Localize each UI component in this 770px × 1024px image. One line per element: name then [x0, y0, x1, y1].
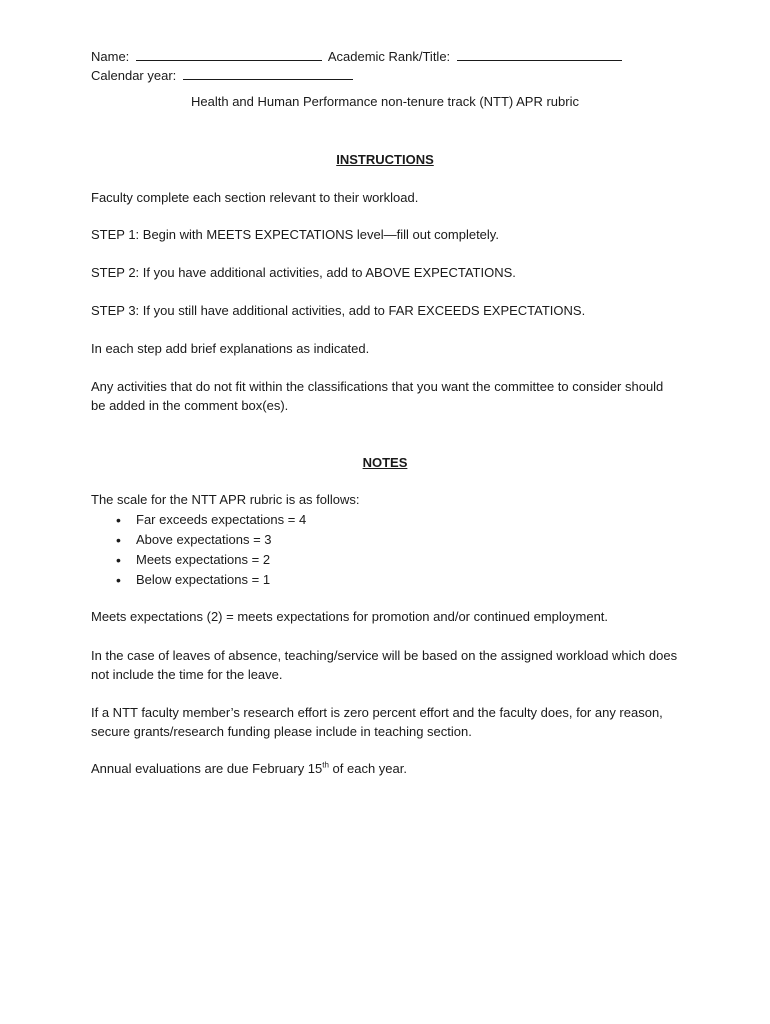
year-field[interactable] — [183, 66, 353, 80]
name-field[interactable] — [136, 47, 322, 61]
instructions-intro: Faculty complete each section relevant to their workload. — [91, 190, 419, 205]
due-date-note — [91, 760, 407, 778]
year-line — [91, 66, 356, 85]
instructions-heading: INSTRUCTIONS — [336, 152, 434, 167]
scale-item-3: • Above expectations = 3 — [91, 530, 306, 550]
step-2: STEP 2: If you have additional activities, add to ABOVE EXPECTATIONS. — [91, 265, 516, 280]
step-1: STEP 1: Begin with MEETS EXPECTATIONS level—fill out completely. — [91, 227, 499, 242]
year-label: Calendar year: — [91, 68, 177, 83]
due-date-tail: of each year. — [328, 761, 407, 776]
rank-field[interactable] — [457, 47, 622, 61]
research-note: If a NTT faculty member’s research effort is zero percent effort and the faculty does, for any reason, secure grants/research funding please include in teaching section. — [91, 705, 663, 739]
scale-intro: The scale for the NTT APR rubric is as follows: — [91, 492, 360, 507]
name-rank-line — [91, 47, 625, 66]
due-date-ordinal: th — [322, 760, 329, 770]
scale-item-2: • Meets expectations = 2 — [91, 550, 306, 570]
scale-item-1: • Below expectations = 1 — [91, 570, 306, 590]
comment-box-note: Any activities that do not fit within the classifications that you want the committee to consider should be added in the comment box(es). — [91, 379, 664, 413]
due-date-text: Annual evaluations are due February 15 — [91, 761, 323, 776]
document-title: Health and Human Performance non-tenure track (NTT) APR rubric — [191, 94, 579, 109]
scale-item-4: • Far exceeds expectations = 4 — [91, 510, 306, 530]
scale-list — [91, 510, 306, 590]
rank-label: Academic Rank/Title: — [327, 49, 451, 64]
leave-note: In the case of leaves of absence, teaching/service will be based on the assigned workload which does not include the time for the leave. — [91, 648, 678, 682]
name-label: Name: — [91, 49, 130, 64]
explanations-note: In each step add brief explanations as indicated. — [91, 341, 370, 356]
notes-heading: NOTES — [362, 455, 408, 470]
meets-note: Meets expectations (2) = meets expectations for promotion and/or continued employment. — [91, 609, 609, 624]
step-3: STEP 3: If you still have additional activities, add to FAR EXCEEDS EXPECTATIONS. — [91, 303, 586, 318]
